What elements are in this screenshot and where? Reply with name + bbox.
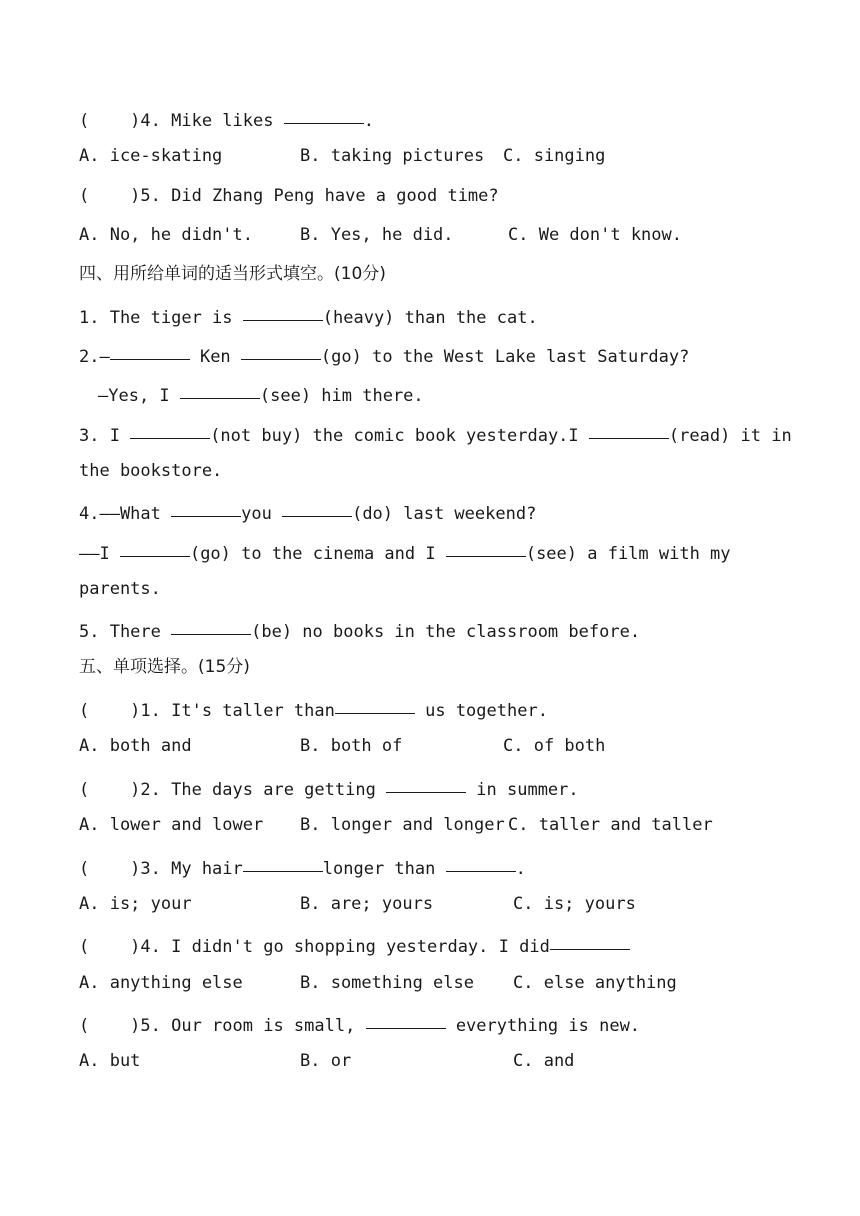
text: (read) it in (668, 426, 792, 446)
s5-q1-stem (79, 693, 548, 721)
s5-q5-options (79, 1047, 779, 1075)
s4-q5 (79, 614, 640, 642)
text: 5. There (79, 622, 172, 642)
text: (heavy) than the cat. (322, 308, 538, 328)
s5-q5-stem (79, 1008, 640, 1036)
text: 1. The tiger is (79, 308, 243, 328)
option-b[interactable]: B. longer and longer (300, 815, 505, 835)
s4-q3-line1 (79, 418, 792, 446)
answer-blank[interactable] (446, 851, 516, 872)
s4-q1 (79, 300, 538, 328)
s4-q4-line3: parents. (79, 579, 161, 599)
text: ( )4. I didn't go shopping yesterday. I did (79, 937, 550, 957)
text: (not buy) the comic book yesterday.I (210, 426, 589, 446)
s4-q4-line1 (79, 496, 536, 524)
option-a[interactable]: A. lower and lower (79, 815, 264, 835)
answer-blank[interactable] (120, 536, 190, 557)
text: ( )2. The days are getting (79, 780, 387, 800)
text: ( )5. Our room is small, (79, 1016, 366, 1036)
text: (do) last weekend? (352, 504, 537, 524)
text: (see) a film with my (525, 544, 731, 564)
text: (go) to the West Lake last Saturday? (320, 347, 690, 367)
text: . (515, 859, 526, 879)
s3-q5-options (79, 221, 779, 249)
s3-q5-stem: ( )5. Did Zhang Peng have a good time? (79, 186, 499, 206)
answer-blank[interactable] (243, 300, 323, 321)
option-c[interactable]: C. of both (503, 736, 606, 756)
option-c[interactable]: C. is; yours (513, 894, 636, 914)
option-c[interactable]: C. taller and taller (508, 815, 713, 835)
s5-q4-stem (79, 929, 630, 957)
option-a[interactable]: A. but (79, 1051, 141, 1071)
answer-blank[interactable] (386, 772, 466, 793)
text: Ken (189, 347, 241, 367)
s5-q1-options (79, 732, 779, 760)
s3-q4-stem (79, 103, 374, 131)
s3-q4-options (79, 142, 779, 170)
s5-q2-stem (79, 772, 579, 800)
section-5-title: 五、单项选择。(15分) (79, 657, 250, 677)
text: ( )1. It's taller than (79, 701, 335, 721)
option-b[interactable]: B. taking pictures (300, 146, 485, 166)
s5-q4-options (79, 969, 779, 997)
text: in summer. (466, 780, 579, 800)
text: —Yes, I (98, 386, 180, 406)
s3-q4-end: . (363, 111, 374, 131)
text: 2.— (79, 347, 110, 367)
answer-blank[interactable] (284, 103, 364, 124)
option-b[interactable]: B. are; yours (300, 894, 434, 914)
answer-blank[interactable] (180, 378, 260, 399)
option-b[interactable]: B. Yes, he did. (300, 225, 454, 245)
s4-q2-line2 (98, 378, 424, 406)
option-a[interactable]: A. anything else (79, 973, 243, 993)
s4-q3-line2: the bookstore. (79, 461, 223, 481)
text: longer than (322, 859, 446, 879)
option-a[interactable]: A. No, he didn't. (79, 225, 253, 245)
s3-q4-text: ( )4. Mike likes (79, 111, 284, 131)
option-a[interactable]: A. is; your (79, 894, 192, 914)
answer-blank[interactable] (241, 339, 321, 360)
text: us together. (414, 701, 548, 721)
option-b[interactable]: B. or (300, 1051, 352, 1071)
text: ——I (79, 544, 120, 564)
s5-q3-options (79, 890, 779, 918)
answer-blank[interactable] (243, 851, 323, 872)
answer-blank[interactable] (171, 614, 251, 635)
option-a[interactable]: A. both and (79, 736, 192, 756)
text: 4.——What (79, 504, 172, 524)
option-c[interactable]: C. and (513, 1051, 575, 1071)
answer-blank[interactable] (171, 496, 241, 517)
answer-blank[interactable] (446, 536, 526, 557)
text: you (241, 504, 283, 524)
answer-blank[interactable] (130, 418, 210, 439)
option-b[interactable]: B. both of (300, 736, 403, 756)
text: ( )3. My hair (79, 859, 243, 879)
s5-q2-options (79, 811, 779, 839)
text: everything is new. (445, 1016, 641, 1036)
s5-q3-stem (79, 851, 526, 879)
option-c[interactable]: C. else anything (513, 973, 677, 993)
answer-blank[interactable] (110, 339, 190, 360)
section-4-title: 四、用所给单词的适当形式填空。(10分) (79, 264, 386, 284)
answer-blank[interactable] (589, 418, 669, 439)
text: 3. I (79, 426, 131, 446)
option-c[interactable]: C. We don't know. (508, 225, 682, 245)
option-b[interactable]: B. something else (300, 973, 474, 993)
s4-q4-line2 (79, 536, 731, 564)
text: (be) no books in the classroom before. (251, 622, 641, 642)
option-c[interactable]: C. singing (503, 146, 606, 166)
text: (see) him there. (259, 386, 424, 406)
answer-blank[interactable] (550, 929, 630, 950)
answer-blank[interactable] (335, 693, 415, 714)
s4-q2-line1 (79, 339, 689, 367)
option-a[interactable]: A. ice-skating (79, 146, 223, 166)
text: (go) to the cinema and I (189, 544, 446, 564)
answer-blank[interactable] (366, 1008, 446, 1029)
answer-blank[interactable] (282, 496, 352, 517)
